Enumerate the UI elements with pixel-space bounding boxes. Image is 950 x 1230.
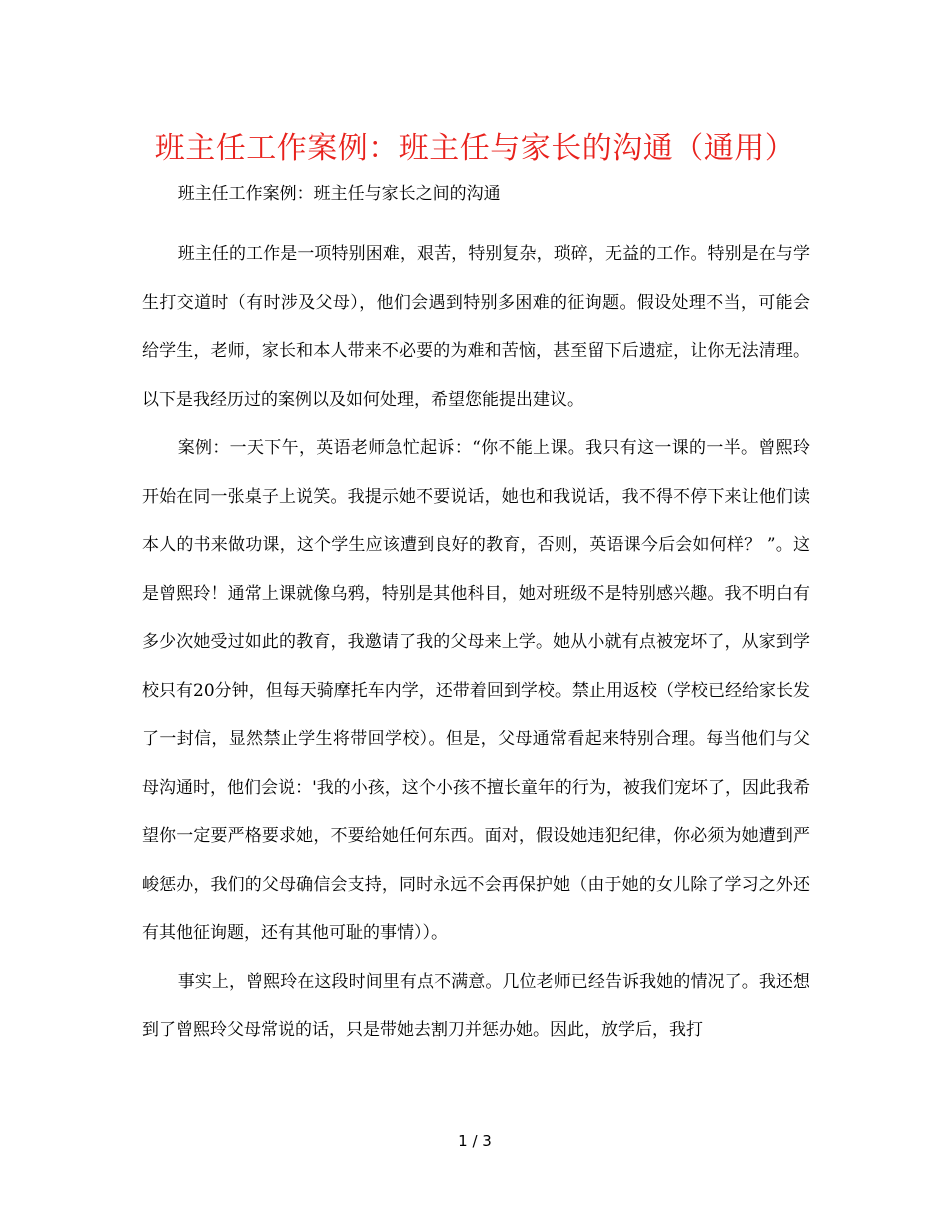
body-paragraph: 班主任的工作是一项特别困难，艰苦，特别复杂，琐碎，无益的工作。特别是在与学生打交道时（有时涉及父母），他们会遇到特别多困难的征询题。假设处理不当，可能会给学生，老师，家长和本人带来不必要的为难和苦恼，甚至留下后遗症，让你无法清理。以下是我经历过的案例以及如何处理，希望您能提出建议。 xyxy=(142,244,810,410)
body-paragraph: 事实上，曾熙玲在这段时间里有点不满意。几位老师已经告诉我她的情况了。我还想到了曾熙玲父母常说的话，只是带她去割刀并惩办她。因此，放学后，我打 xyxy=(142,971,810,1040)
document-body xyxy=(142,178,810,1055)
document-title: 班主任工作案例：班主任与家长的沟通（通用） xyxy=(154,131,796,166)
body-paragraph: 案例：一天下午，英语老师急忙起诉：“你不能上课。我只有这一课的一半。曾熙玲开始在同一张桌子上说笑。我提示她不要说话，她也和我说话，我不得不停下来让他们读本人的书来做功课，这个学生应该遭到良好的教育，否则，英语课今后会如何样？ ”。这是曾熙玲！通常上课就像乌鸦，特别是其他科目，她对班级不是特别感兴趣。我不明白有多少次她受过如此的教育，我邀请了我的父母来上学。她从小就有点被宠坏了，从家到学校只有20分钟，但每天骑摩托车内学，还带着回到学校。禁止用返校（学校已经给家长发了一封信，显然禁止学生将带回学校）。但是，父母通常看起来特别合理。每当他们与父母沟通时，他们会说：'我的小孩，这个小孩不擅长童年的行为，被我们宠坏了，因此我希望你一定要严格要求她，不要给她任何东西。面对，假设她违犯纪律，你必须为她遭到严峻惩办，我们的父母确信会支持，同时永远不会再保护她（由于她的女儿除了学习之外还有其他征询题，还有其他可耻的事情））。 xyxy=(142,438,810,943)
page-number: 1 / 3 xyxy=(458,1132,492,1150)
document-subtitle: 班主任工作案例：班主任与家长之间的沟通 xyxy=(177,184,501,204)
